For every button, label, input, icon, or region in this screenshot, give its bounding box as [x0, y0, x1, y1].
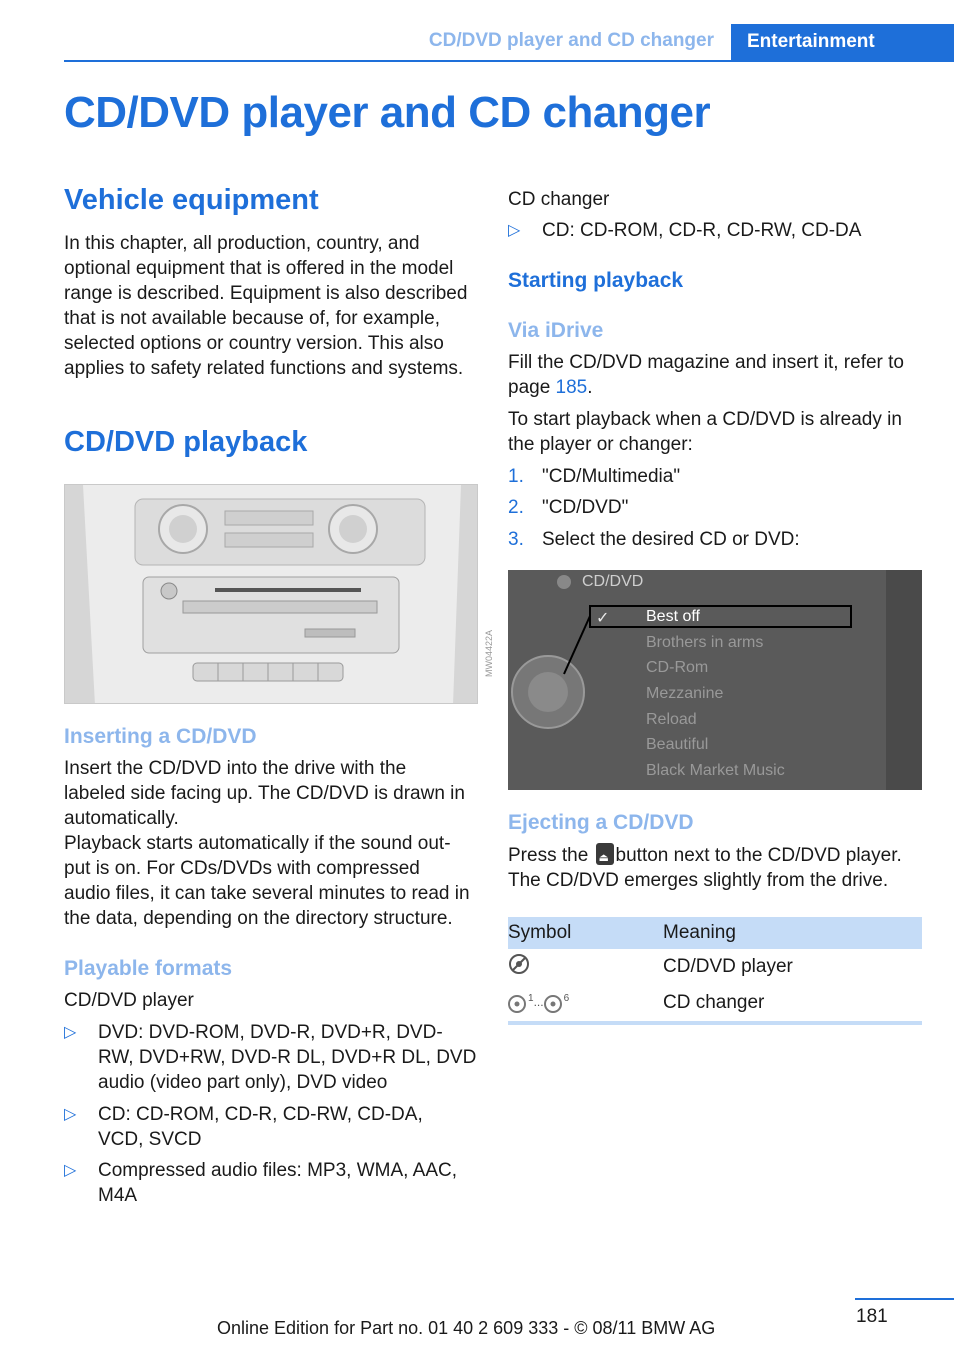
header-rule [64, 60, 954, 62]
screen-check-icon: ✓ [596, 610, 610, 627]
table-header [508, 917, 922, 949]
screen-item[interactable]: CD-Rom [646, 659, 709, 676]
screen-item[interactable]: Reload [646, 711, 697, 728]
step-item: 1. "CD/Multimedia" [508, 466, 681, 487]
table-footer-rule [508, 1021, 922, 1025]
playable-formats-heading: Playable formats [64, 957, 233, 980]
list-item: ▷ DVD: DVD-ROM, DVD-R, DVD+R, DVD- RW, DVD+RW, DVD-R DL, DVD+R DL, DVD audio (video part only), DVD video [64, 1022, 477, 1093]
table-row: CD/DVD player [508, 949, 922, 985]
starting-text-1: Fill the CD/DVD magazine and insert it, refer to page 185. [508, 352, 904, 398]
changer-label: CD changer [508, 189, 610, 210]
screen-item[interactable]: Beautiful [646, 736, 709, 753]
step-item: 2. "CD/DVD" [508, 497, 629, 518]
screen-title: CD/DVD [582, 573, 644, 590]
ejecting-text: Press the ⏏ button next to the CD/DVD player. The CD/DVD emerges slightly from the drive. [508, 843, 922, 893]
list-item: ▷ CD: CD-ROM, CD-R, CD-RW, CD-DA, VCD, SVCD [64, 1104, 423, 1150]
eject-icon [596, 843, 614, 865]
starting-text-2: To start playback when a CD/DVD is already in the player or changer: [508, 409, 902, 455]
screen-item[interactable]: Brothers in arms [646, 634, 764, 651]
cd-dvd-playback-heading: CD/DVD playback [64, 426, 308, 458]
inserting-text: Insert the CD/DVD into the drive with the labeled side facing up. The CD/DVD is drawn in automatically. Playback starts automatically if the sound out- put is on. For CDs/DVDs with compressed audio files, it can take several minutes to read in the data, depending on the directory structure. [64, 758, 470, 929]
footer-edition: Online Edition for Part no. 01 40 2 609 333 - © 08/11 BMW AG [217, 1318, 716, 1338]
step-item: 3. Select the desired CD or DVD: [508, 529, 800, 550]
inserting-heading: Inserting a CD/DVD [64, 725, 257, 748]
triangle-bullet-icon: ▷ [64, 1106, 77, 1123]
page-link[interactable]: 185 [555, 377, 588, 398]
cd-dvd-player-icon [508, 953, 663, 981]
triangle-bullet-icon: ▷ [508, 222, 521, 239]
photo-code: MW04422A [484, 630, 494, 678]
header-section-title: CD/DVD player and CD changer [428, 30, 714, 51]
table-row: $^1$... $^6$ CD changer [508, 985, 922, 1021]
table-header-symbol: Symbol [508, 922, 572, 943]
vehicle-equipment-text: In this chapter, all production, country, and optional equipment that is offered in the model range is described. Equipment is also described that is not available because of, for example, selected options or country version. This also applies to safety related functions and systems. [64, 233, 468, 379]
player-label: CD/DVD player [64, 990, 194, 1011]
page-number: 181 [856, 1306, 888, 1327]
table-header-meaning: Meaning [663, 922, 736, 943]
screen-item[interactable]: Mezzanine [646, 685, 724, 702]
vehicle-equipment-heading: Vehicle equipment [64, 184, 319, 216]
list-item: ▷ Compressed audio files: MP3, WMA, AAC, M4A [64, 1160, 458, 1206]
starting-playback-heading: Starting playback [508, 269, 684, 292]
ejecting-heading: Ejecting a CD/DVD [508, 811, 694, 834]
header-chapter-tab[interactable]: Entertainment [731, 24, 954, 62]
symbol-table [508, 917, 922, 1025]
triangle-bullet-icon: ▷ [64, 1162, 77, 1179]
triangle-bullet-icon: ▷ [64, 1024, 77, 1041]
via-idrive-heading: Via iDrive [508, 319, 604, 342]
screen-item-selected[interactable]: Best off [646, 608, 700, 625]
page-title: CD/DVD player and CD changer [64, 88, 711, 137]
idrive-screen [508, 570, 922, 790]
screen-item[interactable]: Black Market Music [646, 762, 785, 779]
cd-player-photo [64, 484, 478, 704]
cd-changer-icon: $^1$... $^6$ [508, 993, 663, 1013]
list-item: ▷ CD: CD-ROM, CD-R, CD-RW, CD-DA [508, 220, 862, 241]
footer-rule [855, 1298, 954, 1300]
